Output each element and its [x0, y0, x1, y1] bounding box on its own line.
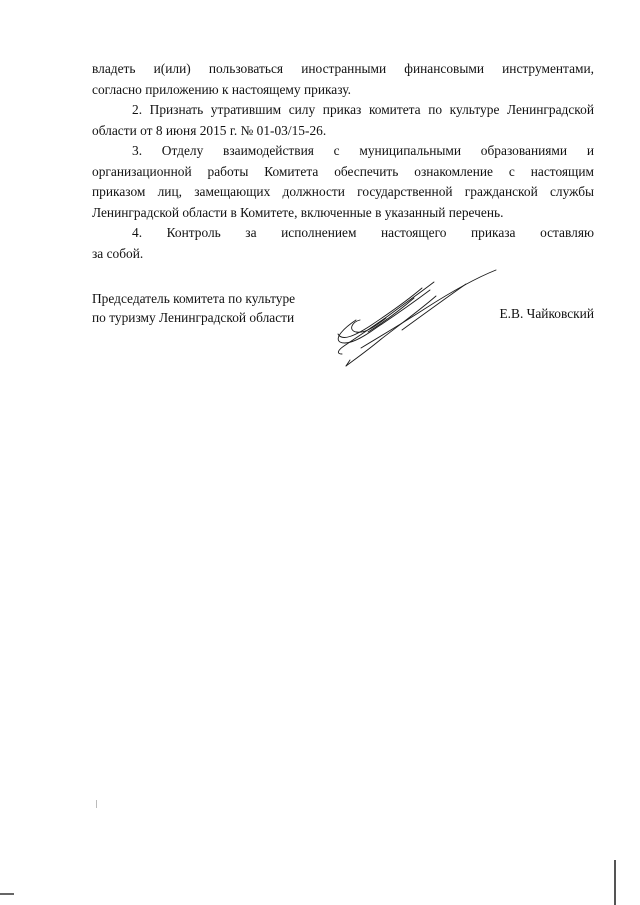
- paragraph-4-line-1: 4. Контроль за исполнением настоящего приказа оставляю: [132, 225, 594, 240]
- signatory-position: [92, 290, 295, 327]
- paragraph-2-line-1: 2. Признать утратившим силу приказ комитета по культуре Ленинградской: [132, 102, 594, 117]
- scan-edge-left: [0, 893, 14, 895]
- paragraph-3-line-3: приказом лиц, замещающих должности государственной гражданской службы: [92, 184, 594, 199]
- paragraph-1-line-2: согласно приложению к настоящему приказу.: [92, 81, 351, 97]
- paragraph-3-line-2: организационной работы Комитета обеспечить ознакомление с настоящим: [92, 163, 594, 179]
- signatory-position-line-2: по туризму Ленинградской области: [92, 309, 295, 325]
- paragraph-1-line-1: владеть и(или) пользоваться иностранными финансовыми инструментами,: [92, 61, 594, 76]
- paragraph-2-line-2: области от 8 июня 2015 г. № 01-03/15-26.: [92, 122, 327, 138]
- paragraph-3-line-1: 3. Отделу взаимодействия с муниципальными образованиями и: [132, 143, 594, 158]
- paragraph-4-line-2: за собой.: [92, 245, 144, 261]
- document-body: [92, 59, 594, 264]
- signatory-position-line-1: Председатель комитета по культуре: [92, 291, 296, 306]
- handwritten-signature: [326, 268, 501, 368]
- scan-edge-right: [614, 860, 616, 905]
- scan-artifact-dot: [96, 800, 97, 808]
- paragraph-3-line-4: Ленинградской области в Комитете, включенные в указанный перечень.: [92, 204, 504, 220]
- signatory-name: Е.В. Чайковский: [499, 306, 594, 321]
